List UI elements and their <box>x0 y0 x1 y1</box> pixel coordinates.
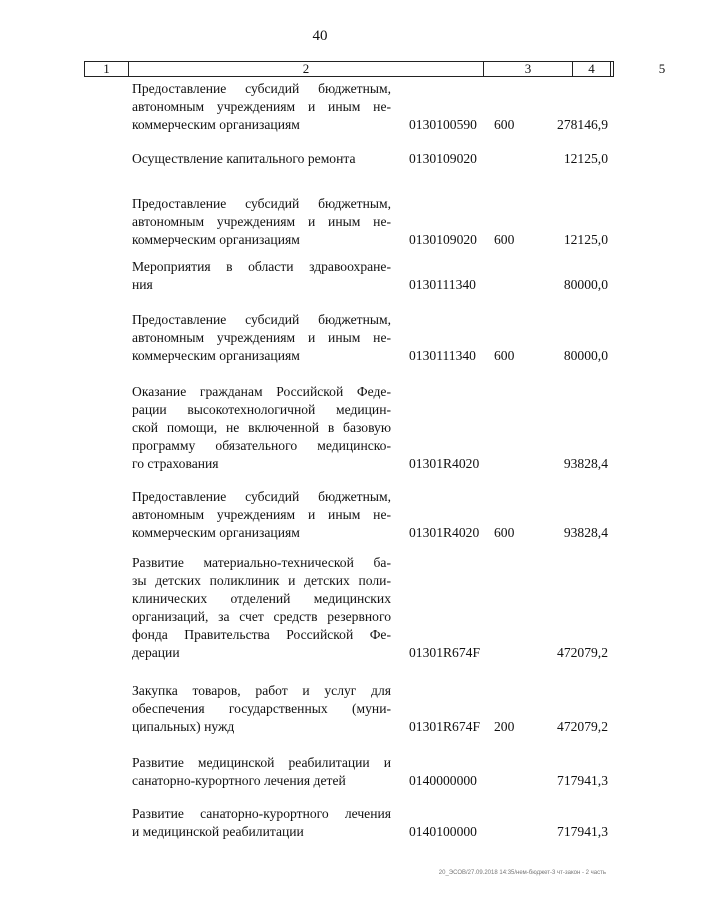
row-amount: 472079,2 <box>557 645 608 660</box>
row-amount: 12125,0 <box>563 151 608 166</box>
row-description-line: Развитие санаторно-курортного лечения <box>132 806 391 821</box>
row-code: 0140100000 <box>409 824 477 839</box>
row-description-line: коммерческим организациям <box>132 525 300 540</box>
row-description-line: санаторно-курортного лечения детей <box>132 773 346 788</box>
row-code: 0130111340 <box>409 277 476 292</box>
row-description-line: ципальных) нужд <box>132 719 235 734</box>
row-code: 0140000000 <box>409 773 477 788</box>
footer-stamp: 20_ЭСОВ/27.09.2018 14:35/нем-бюджет-3 чт-закон - 2 часть <box>438 870 606 876</box>
row-description <box>132 258 391 294</box>
row-description-line: программу обязательного медицинско- <box>132 438 391 453</box>
row-description-line: зы детских поликлиник и детских поли- <box>132 573 391 588</box>
row-description-line: го страхования <box>132 456 219 471</box>
row-description-line: Предоставление субсидий бюджетным, <box>132 312 391 327</box>
row-description-line: Оказание гражданам Российской Феде- <box>132 384 391 399</box>
row-description-line: фонда Правительства Российской Фе- <box>132 627 391 642</box>
row-description-line: Развитие медицинской реабилитации и <box>132 755 391 770</box>
row-description <box>132 311 391 365</box>
row-description <box>132 805 391 841</box>
column-header-4: 4 <box>573 62 611 76</box>
row-description-line: Мероприятия в области здравоохране- <box>132 259 391 274</box>
row-expense-type: 600 <box>494 117 515 132</box>
row-description <box>132 682 391 736</box>
row-amount: 93828,4 <box>563 456 608 471</box>
row-description-line: Развитие материально-технической ба- <box>132 555 391 570</box>
row-description-line: Закупка товаров, работ и услуг для <box>132 683 391 698</box>
row-description-line: обеспечения государственных (муни- <box>132 701 391 716</box>
row-amount: 80000,0 <box>563 348 608 363</box>
row-description <box>132 554 391 662</box>
row-description <box>132 754 391 790</box>
row-code: 0130109020 <box>409 151 477 166</box>
row-description-line: автономным учреждениям и иным не- <box>132 330 391 345</box>
row-description-line: Предоставление субсидий бюджетным, <box>132 489 391 504</box>
row-amount: 93828,4 <box>563 525 608 540</box>
row-description-line: автономным учреждениям и иным не- <box>132 507 391 522</box>
row-description-line: ния <box>132 277 153 292</box>
row-description-line: Предоставление субсидий бюджетным, <box>132 81 391 96</box>
row-expense-type: 600 <box>494 348 515 363</box>
row-expense-type: 600 <box>494 525 515 540</box>
row-description-line: клинических отделений медицинских <box>132 591 391 606</box>
column-header-1: 1 <box>85 62 129 76</box>
row-expense-type: 200 <box>494 719 515 734</box>
row-description <box>132 488 391 542</box>
row-amount: 278146,9 <box>557 117 608 132</box>
row-amount: 12125,0 <box>563 232 608 247</box>
row-description-line: Предоставление субсидий бюджетным, <box>132 196 391 211</box>
row-code: 01301R674F <box>409 645 481 660</box>
row-description-line: автономным учреждениям и иным не- <box>132 99 391 114</box>
row-description-line: коммерческим организациям <box>132 232 300 247</box>
row-description-line: коммерческим организациям <box>132 348 300 363</box>
row-description-line: коммерческим организациям <box>132 117 300 132</box>
column-header-2: 2 <box>129 62 484 76</box>
row-description-line: ской помощи, не включенной в базовую <box>132 420 391 435</box>
row-expense-type: 600 <box>494 232 515 247</box>
row-code: 01301R4020 <box>409 525 480 540</box>
row-code: 0130100590 <box>409 117 477 132</box>
row-code: 01301R674F <box>409 719 481 734</box>
row-amount: 717941,3 <box>557 824 608 839</box>
row-description-line: автономным учреждениям и иным не- <box>132 214 391 229</box>
row-code: 01301R4020 <box>409 456 480 471</box>
row-description-line: организаций, за счет средств резервного <box>132 609 391 624</box>
row-description <box>132 195 391 249</box>
row-description-line: рации высокотехнологичной медицин- <box>132 402 391 417</box>
row-description <box>132 383 391 473</box>
row-description-line: Осуществление капитального ремонта <box>132 151 356 166</box>
row-description-line: и медицинской реабилитации <box>132 824 304 839</box>
row-code: 0130109020 <box>409 232 477 247</box>
row-description-line: дерации <box>132 645 180 660</box>
row-amount: 80000,0 <box>563 277 608 292</box>
page-number: 40 <box>312 28 328 44</box>
row-amount: 717941,3 <box>557 773 608 788</box>
column-header-row <box>84 61 666 77</box>
row-code: 0130111340 <box>409 348 476 363</box>
row-amount: 472079,2 <box>557 719 608 734</box>
row-description <box>132 80 391 134</box>
row-description <box>132 150 391 168</box>
column-header-5: 5 <box>658 61 666 76</box>
column-header-3: 3 <box>484 62 573 76</box>
